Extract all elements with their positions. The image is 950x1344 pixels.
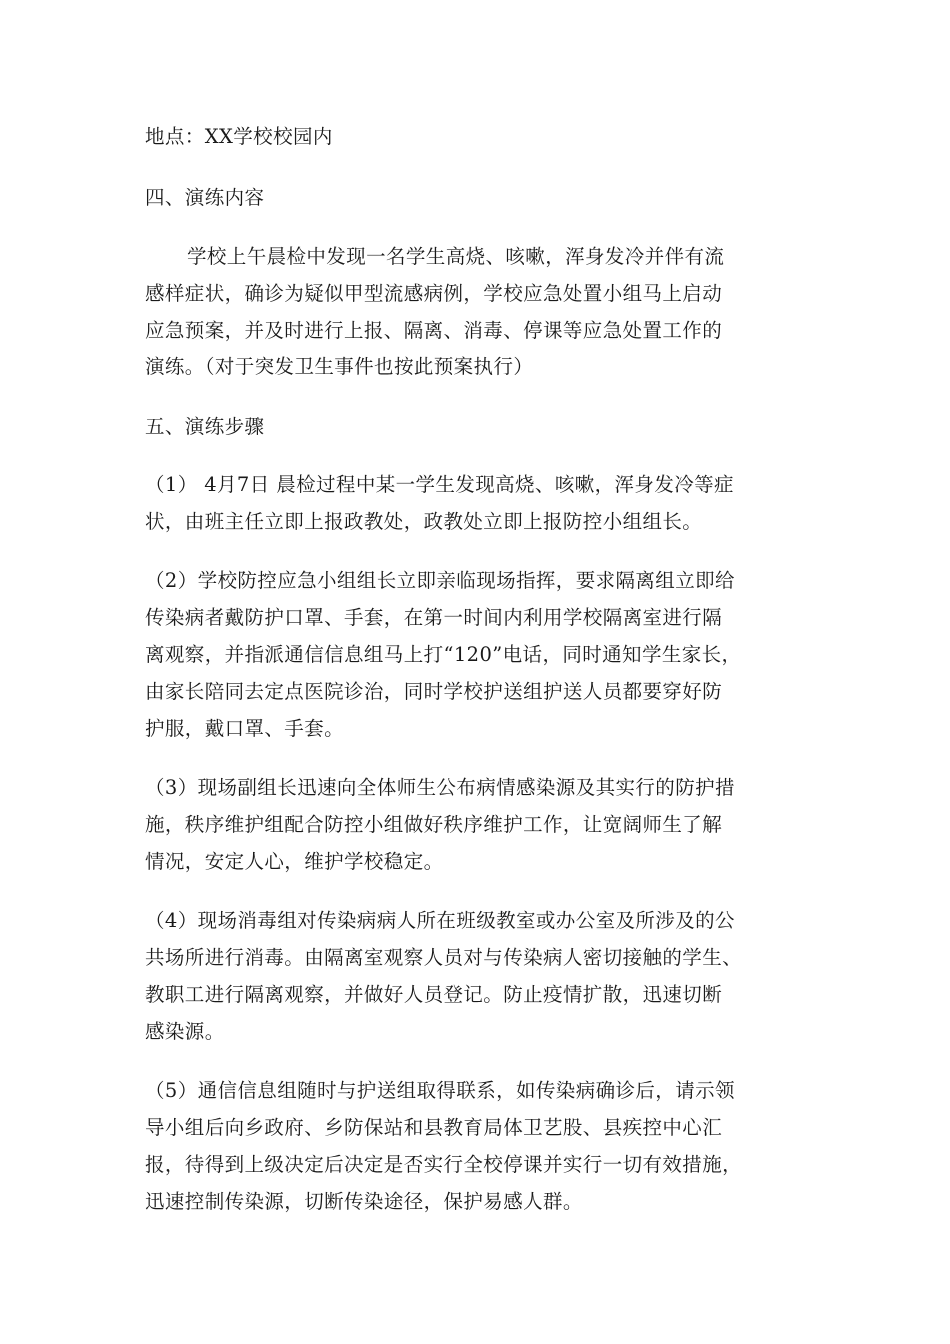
paragraph-line: 施，秩序维护组配合防控小组做好秩序维护工作，让宽阔师生了解 (145, 813, 723, 836)
paragraph-line: 感染源。 (145, 1020, 225, 1043)
paragraph-line: 导小组后向乡政府、乡防保站和县教育局体卫艺股、县疾控中心汇 (145, 1116, 723, 1139)
paragraph-line: 教职工进行隔离观察，并做好人员登记。防止疫情扩散，迅速切断 (145, 983, 723, 1006)
paragraph-line: （1） 4月7日 晨检过程中某一学生发现高烧、咳嗽，浑身发冷等症 (145, 473, 734, 496)
paragraph-line: 离观察，并指派通信信息组马上打“120”电话，同时通知学生家长， (145, 643, 742, 666)
paragraph-line: 报，待得到上级决定后决定是否实行全校停课并实行一切有效措施， (145, 1153, 743, 1176)
paragraph-line: （4）现场消毒组对传染病病人所在班级教室或办公室及所涉及的公 (145, 909, 735, 932)
paragraph-line: （3）现场副组长迅速向全体师生公布病情感染源及其实行的防护措 (145, 776, 735, 799)
paragraph-line: 共场所进行消毒。由隔离室观察人员对与传染病人密切接触的学生、 (145, 946, 743, 969)
paragraph-line: 应急预案，并及时进行上报、隔离、消毒、停课等应急处置工作的 (145, 319, 723, 342)
paragraph-line: 学校上午晨检中发现一名学生高烧、咳嗽，浑身发冷并伴有流 (187, 245, 725, 268)
paragraph-line: 演练。（对于突发卫生事件也按此预案执行） (145, 355, 534, 378)
paragraph-line: （5）通信信息组随时与护送组取得联系，如传染病确诊后，请示领 (145, 1079, 735, 1102)
paragraph-line: 感样症状，确诊为疑似甲型流感病例，学校应急处置小组马上启动 (145, 282, 723, 305)
paragraph-line: 迅速控制传染源，切断传染途径，保护易感人群。 (145, 1190, 583, 1213)
paragraph-line: 状，由班主任立即上报政教处，政教处立即上报防控小组组长。 (145, 510, 703, 533)
paragraph-line: 由家长陪同去定点医院诊治，同时学校护送组护送人员都要穿好防 (145, 680, 723, 703)
location-line: 地点：XX学校校园内 (145, 125, 333, 148)
paragraph-line: （2）学校防控应急小组组长立即亲临现场指挥，要求隔离组立即给 (145, 569, 735, 592)
paragraph-line: 传染病者戴防护口罩、手套，在第一时间内利用学校隔离室进行隔 (145, 606, 723, 629)
section-5-heading: 五、演练步骤 (145, 415, 265, 438)
paragraph-line: 护服，戴口罩、手套。 (145, 717, 345, 740)
section-4-heading: 四、演练内容 (145, 186, 265, 209)
paragraph-line: 情况，安定人心，维护学校稳定。 (145, 850, 444, 873)
